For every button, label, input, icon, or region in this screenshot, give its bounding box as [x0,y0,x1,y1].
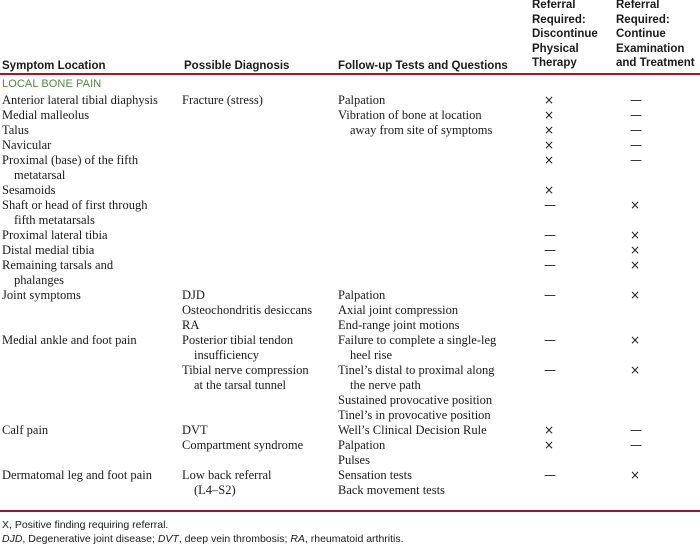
cell-line: Medial ankle and foot pain [2,333,137,347]
cell-line: metatarsal [14,168,66,182]
cell-line: insufficiency [194,348,260,362]
cell-line: Remaining tarsals and [2,258,114,272]
cell-line: Tinel’s in provocative position [338,408,491,422]
referral-mark: — [544,288,556,302]
row-referral-continue [616,423,700,468]
row-symptom-location [0,93,182,108]
row-referral-continue [616,153,700,183]
row-referral-continue [616,123,700,138]
table-row [0,363,700,423]
table-row [0,93,700,108]
referral-mark: — [544,363,556,377]
footnote-text: , deep vein thrombosis; [178,533,291,545]
table-header [0,0,700,74]
footnote-abbreviations [2,533,404,545]
row-referral-discontinue [532,228,616,243]
table-row [0,288,700,333]
row-referral-continue [616,108,700,123]
row-possible-diagnosis [182,198,338,228]
referral-mark: — [544,228,556,242]
cell-line: Calf pain [2,423,49,437]
row-referral-continue [616,93,700,108]
cell-line: Low back referral [182,468,272,482]
table-row [0,423,700,468]
row-possible-diagnosis [182,468,338,498]
referral-mark: — [630,123,642,137]
row-referral-discontinue [532,333,616,363]
row-referral-continue [616,198,700,228]
row-symptom-location [0,108,182,123]
cell-line: Sustained provocative position [338,393,493,407]
row-referral-discontinue [532,123,616,138]
cell-line: Compartment syndrome [182,438,304,452]
referral-mark: × [630,198,641,212]
header-referral-continue: Referral Required: Continue Examination and Treatment [616,0,695,69]
referral-mark: × [544,123,555,137]
row-symptom-location [0,288,182,333]
referral-mark: × [630,258,641,272]
cell-line: Tibial nerve compression [182,363,309,377]
referral-mark: — [630,93,642,107]
cell-line: Medial malleolus [2,108,90,122]
row-symptom-location [0,123,182,138]
referral-mark: — [630,153,642,167]
cell-line: Palpation [338,288,386,302]
row-possible-diagnosis [182,228,338,243]
header-symptom-location: Symptom Location [2,60,106,72]
referral-mark: — [544,468,556,482]
cell-line: phalanges [14,273,64,287]
cell-line: fifth metatarsals [14,213,95,227]
referral-mark: × [630,228,641,242]
cell-line: Vibration of bone at location [338,108,482,122]
row-referral-continue [616,333,700,363]
row-follow-up-tests [338,258,532,288]
cell-line: Shaft or head of first through [2,198,148,212]
row-possible-diagnosis [182,363,338,423]
referral-mark: × [544,153,555,167]
row-referral-discontinue [532,423,616,468]
cell-line: Dermatomal leg and foot pain [2,468,152,482]
cell-line: Axial joint compression [338,303,459,317]
cell-line: Back movement tests [338,483,445,497]
row-follow-up-tests [338,108,532,123]
row-symptom-location [0,183,182,198]
row-follow-up-tests [338,228,532,243]
cell-line: Joint symptoms [2,288,81,302]
row-possible-diagnosis [182,258,338,288]
row-referral-discontinue [532,243,616,258]
cell-line: the nerve path [350,378,421,392]
row-referral-discontinue [532,198,616,228]
header-rule [0,73,700,75]
row-symptom-location [0,258,182,288]
row-follow-up-tests [338,183,532,198]
section-label: LOCAL BONE PAIN [2,78,102,90]
table-body [0,93,700,498]
cell-line: Well’s Clinical Decision Rule [338,423,487,437]
row-follow-up-tests [338,123,532,138]
cell-line: RA [182,318,200,332]
row-symptom-location [0,363,182,423]
abbreviation: RA [290,533,305,545]
referral-mark: × [544,138,555,152]
row-referral-discontinue [532,153,616,183]
table-row [0,228,700,243]
table-row [0,138,700,153]
table-row [0,123,700,138]
row-symptom-location [0,243,182,258]
abbreviation: DJD [2,533,23,545]
cell-line: at the tarsal tunnel [194,378,286,392]
cell-line: (L4–S2) [194,483,236,497]
row-referral-discontinue [532,108,616,123]
row-referral-continue [616,243,700,258]
row-referral-continue [616,258,700,288]
referral-mark: × [630,243,641,257]
referral-mark: — [544,198,556,212]
cell-line: Palpation [338,93,386,107]
cell-line: Anterior lateral tibial diaphysis [2,93,158,107]
table-row [0,243,700,258]
row-possible-diagnosis [182,288,338,333]
referral-mark: — [630,438,642,452]
row-possible-diagnosis [182,153,338,183]
row-referral-continue [616,363,700,423]
row-possible-diagnosis [182,243,338,258]
row-symptom-location [0,228,182,243]
row-possible-diagnosis [182,183,338,198]
abbreviation: DVT [157,533,179,545]
row-follow-up-tests [338,93,532,108]
row-follow-up-tests [338,153,532,183]
cell-line: Proximal (base) of the fifth [2,153,139,167]
referral-mark: — [630,108,642,122]
row-referral-continue [616,228,700,243]
referral-mark: — [630,138,642,152]
row-referral-discontinue [532,138,616,153]
cell-line: Tinel’s distal to proximal along [338,363,495,377]
cell-line: End-range joint motions [338,318,460,332]
row-follow-up-tests [338,288,532,333]
header-possible-diagnosis: Possible Diagnosis [184,60,290,72]
cell-line: Talus [2,123,29,137]
cell-line: Distal medial tibia [2,243,95,257]
referral-mark: × [630,468,641,482]
cell-line: Sesamoids [2,183,56,197]
cell-line: Navicular [2,138,52,152]
row-follow-up-tests [338,243,532,258]
row-referral-continue [616,468,700,498]
table-row [0,153,700,183]
row-follow-up-tests [338,333,532,363]
row-follow-up-tests [338,198,532,228]
row-referral-continue [616,183,700,198]
cell-line: Posterior tibial tendon [182,333,294,347]
row-follow-up-tests [338,423,532,468]
row-follow-up-tests [338,468,532,498]
row-symptom-location [0,333,182,363]
row-referral-discontinue [532,468,616,498]
referral-mark: × [544,93,555,107]
referral-mark: × [544,438,555,452]
row-possible-diagnosis [182,108,338,123]
footnote-text: , Degenerative joint disease; [22,533,158,545]
row-possible-diagnosis [182,138,338,153]
row-referral-discontinue [532,363,616,423]
table-row [0,198,700,228]
row-symptom-location [0,138,182,153]
referral-mark: × [544,183,555,197]
row-referral-discontinue [532,93,616,108]
cell-line: Proximal lateral tibia [2,228,108,242]
row-possible-diagnosis [182,123,338,138]
table-row [0,333,700,363]
referral-mark: — [544,333,556,347]
cell-line: Failure to complete a single-leg [338,333,497,347]
row-referral-continue [616,288,700,333]
referral-mark: — [544,243,556,257]
row-referral-discontinue [532,183,616,198]
row-possible-diagnosis [182,423,338,468]
cell-line: heel rise [350,348,392,362]
referral-mark: × [630,288,641,302]
row-symptom-location [0,198,182,228]
referral-mark: × [544,108,555,122]
referral-mark: × [630,363,641,377]
footnote-text: , rheumatoid arthritis. [304,533,404,545]
row-referral-continue [616,138,700,153]
referral-mark: — [544,258,556,272]
cell-line: DVT [182,423,208,437]
row-follow-up-tests [338,138,532,153]
cell-line: DJD [182,288,205,302]
header-referral-discontinue: Referral Required: Discontinue Physical Therapy [532,0,598,69]
cell-line: Palpation [338,438,386,452]
footer-rule [0,510,700,512]
row-symptom-location [0,423,182,468]
row-referral-discontinue [532,288,616,333]
table-row [0,183,700,198]
row-symptom-location [0,468,182,498]
row-possible-diagnosis [182,333,338,363]
row-possible-diagnosis [182,93,338,108]
cell-line: Osteochondritis desiccans [182,303,313,317]
referral-mark: — [630,423,642,437]
footnote-legend: X, Positive finding requiring referral. [2,519,169,531]
row-referral-discontinue [532,258,616,288]
row-symptom-location [0,153,182,183]
cell-line: Pulses [338,453,370,467]
table-row [0,258,700,288]
cell-line: away from site of symptoms [350,123,493,137]
referral-mark: × [544,423,555,437]
referral-mark: × [630,333,641,347]
cell-line: Fracture (stress) [182,93,263,107]
header-follow-up-tests: Follow-up Tests and Questions [338,60,508,72]
cell-line: Sensation tests [338,468,412,482]
row-follow-up-tests [338,363,532,423]
table-row [0,468,700,498]
table-row [0,108,700,123]
